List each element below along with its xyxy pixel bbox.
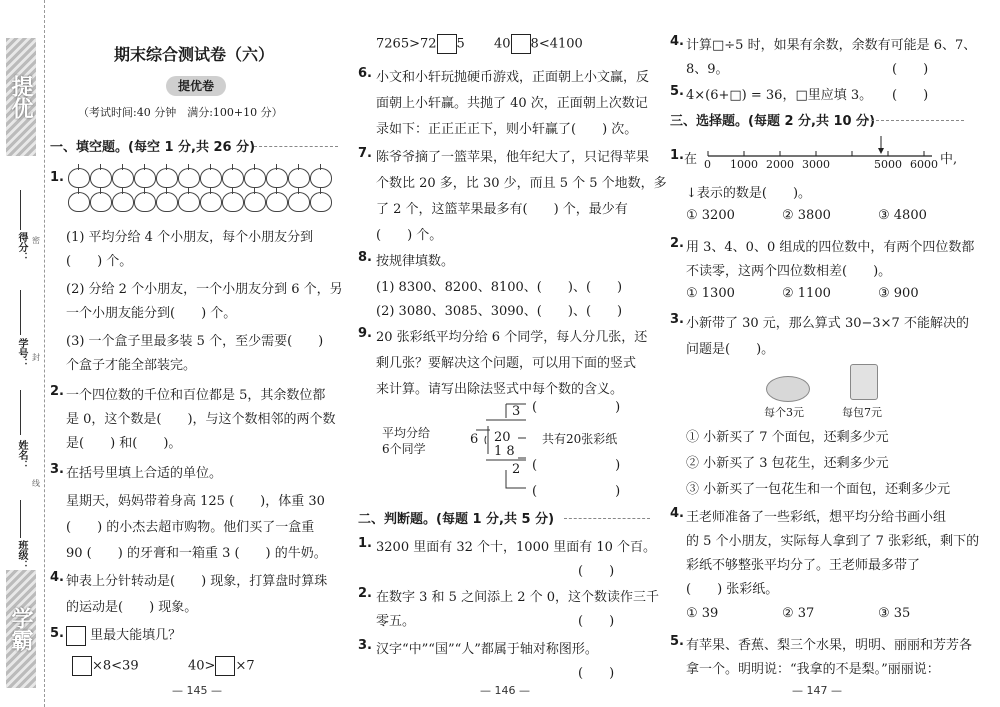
apple-icon [134, 168, 156, 188]
bread-icon [766, 376, 810, 402]
j4-answer[interactable]: ( ) [892, 62, 929, 77]
q6-line3: 录如下：正正正正下，则小轩赢了( ) 次。 [376, 122, 638, 137]
q3-line2: 星期天，妈妈带着身高 125 ( )，体重 30 [66, 494, 325, 509]
div-note: 共有20张彩纸 [542, 432, 618, 446]
apple-icon [266, 192, 288, 212]
tick-label: 5000 [874, 158, 902, 171]
q4-line1: 钟表上分针转动是( ) 现象，打算盘时算珠 [66, 574, 328, 589]
answer-box[interactable] [66, 626, 86, 646]
apple-icon [156, 168, 178, 188]
j1-number: 1. [358, 536, 372, 551]
q5-item-c [376, 34, 465, 54]
q5-item-b [188, 656, 255, 676]
page-number: — 146 — [480, 684, 530, 697]
tick-label: 3000 [802, 158, 830, 171]
apple-group [68, 168, 338, 214]
answer-box[interactable] [437, 34, 457, 54]
apple-icon [90, 192, 112, 212]
q2-line1: 一个四位数的千位和百位都是 5，其余数位都 [66, 388, 326, 403]
q3-line4: 90 ( ) 的牙膏和一箱重 3 ( ) 的牛奶。 [66, 546, 327, 561]
c2-option-2[interactable]: ② 1100 [782, 286, 831, 301]
tick-label: 6000 [910, 158, 938, 171]
q8-line1: 按规律填数。 [376, 254, 455, 269]
c2-option-3[interactable]: ③ 900 [878, 286, 919, 301]
apple-icon [112, 192, 134, 212]
c5-number: 5. [670, 634, 684, 649]
c1-option-2[interactable]: ② 3800 [782, 208, 831, 223]
q6-number: 6. [358, 66, 372, 81]
q4-number: 4. [50, 570, 64, 585]
student-id-line [20, 290, 21, 335]
apple-icon [112, 168, 134, 188]
answer-box[interactable] [72, 656, 92, 676]
div-dividend: 20 [494, 430, 511, 445]
q5-expr-g: 8<4100 [530, 36, 583, 52]
c2-number: 2. [670, 236, 684, 251]
j1-text: 3200 里面有 32 个十，1000 里面有 10 个百。 [376, 540, 657, 555]
answer-box[interactable] [511, 34, 531, 54]
q5-number: 5. [50, 626, 64, 641]
q3-number: 3. [50, 462, 64, 477]
div-blank-remainder[interactable]: ( ) [532, 484, 621, 499]
j4-number: 4. [670, 34, 684, 49]
q9-line3: 来计算。请写出除法竖式中每个数的含义。 [376, 382, 624, 397]
page-145 [48, 0, 343, 707]
apple-icon [244, 192, 266, 212]
div-product: 1 8 [494, 444, 515, 459]
apple-icon [222, 168, 244, 188]
page-number: — 147 — [792, 684, 842, 697]
c4-line3: 彩纸不够整张平均分了。王老师最多带了 [686, 558, 921, 573]
long-division-diagram [376, 396, 646, 499]
section-choice: 三、选择题。(每题 2 分,共 10 分) [670, 114, 876, 129]
q5-expr-f: 40 [494, 36, 511, 52]
apple-icon [200, 192, 222, 212]
j5-text: 4×(6+□) = 36，□里应填 3。 [686, 88, 873, 103]
q7-line2: 个数比 20 多，比 30 少，而且 5 个 5 个地数，多 [376, 176, 667, 191]
c5-line2: 拿一个。明明说：“我拿的不是梨。”丽丽说： [686, 662, 940, 677]
q8-number: 8. [358, 250, 372, 265]
label-name: 姓名： [16, 440, 27, 470]
j4-line2: 8、9。 [686, 62, 729, 77]
q7-line1: 陈爷爷摘了一篮苹果，他年纪大了，只记得苹果 [376, 150, 650, 165]
c4-option-1[interactable]: ① 39 [686, 606, 719, 621]
q3-line3: ( ) 的小杰去超市购物。他们买了一盒重 [66, 520, 315, 535]
section-true-false: 二、判断题。(每题 1 分,共 5 分) [358, 512, 555, 527]
exam-title: 期末综合测试卷（六） [114, 45, 275, 64]
apple-icon [266, 168, 288, 188]
q7-line3: 了 2 个，这篮苹果最多有( ) 个，最少有 [376, 202, 628, 217]
q1-part1-line2: ( ) 个。 [66, 254, 133, 269]
c3-option-3[interactable]: ③ 小新买了一包花生和一个面包，还剩多少元 [686, 482, 951, 497]
brand-logo-bottom: 学霸 [6, 570, 36, 688]
brand-logo-top: 提优 [6, 38, 36, 156]
name-line [20, 390, 21, 435]
difficulty-badge: 提优卷 [166, 76, 226, 96]
div-divisor: 6 [470, 432, 479, 447]
q5-expr-e: 5 [456, 36, 465, 52]
score-line [20, 190, 21, 230]
j4-line1: 计算□÷5 时，如果有余数，余数有可能是 6、7、 [686, 38, 977, 53]
section-divider [254, 146, 338, 147]
q1-number: 1. [50, 170, 64, 185]
seal-xian: 线 [32, 479, 40, 488]
tick-label: 0 [704, 158, 711, 171]
apple-icon [156, 192, 178, 212]
j5-number: 5. [670, 84, 684, 99]
q5-line1 [66, 624, 181, 646]
c4-option-3[interactable]: ③ 35 [878, 606, 911, 621]
apple-icon [310, 168, 332, 188]
div-remainder: 2 [512, 462, 521, 477]
q1-part1-line1: (1) 平均分给 4 个小朋友，每个小朋友分到 [66, 230, 314, 245]
j2-line2: 零五。 [376, 614, 416, 629]
number-line [704, 134, 936, 174]
q3-line1: 在括号里填上合适的单位。 [66, 466, 223, 481]
seal-mi: 密 [32, 236, 40, 245]
q5-expr-b: 40> [188, 658, 216, 674]
c1-zhong: 中, [940, 152, 958, 167]
q5-item-d [494, 34, 583, 54]
page-146 [356, 0, 667, 707]
c4-line1: 王老师准备了一些彩纸，想平均分给书画小组 [686, 510, 947, 525]
c4-option-2[interactable]: ② 37 [782, 606, 815, 621]
c2-option-1[interactable]: ① 1300 [686, 286, 735, 301]
q7-line4: ( ) 个。 [376, 228, 443, 243]
c4-line2: 的 5 个小朋友，实际每人拿到了 7 张彩纸，剩下的 [686, 534, 980, 549]
q9-line2: 剩几张？要解决这个问题，可以用下面的竖式 [376, 356, 637, 371]
apple-icon [288, 168, 310, 188]
c5-line1: 有苹果、香蕉、梨三个水果，明明、丽丽和芳芳各 [686, 638, 973, 653]
div-blank-product[interactable]: ( ) [532, 458, 621, 473]
page-147 [668, 0, 980, 707]
q1-part3-line1: (3) 一个盒子里最多装 5 个，至少需要( ) [66, 334, 324, 349]
q5-item-a [72, 656, 139, 676]
seal-feng: 封 [32, 353, 40, 362]
tick-label: 1000 [730, 158, 758, 171]
div-label-1: 平均分给 [382, 426, 431, 440]
div-blank-quotient[interactable]: ( ) [532, 400, 621, 415]
apple-icon [134, 192, 156, 212]
q6-line1: 小文和小轩玩抛硬币游戏，正面朝上小文赢，反 [376, 70, 650, 85]
answer-box[interactable] [215, 656, 235, 676]
apple-icon [310, 192, 332, 212]
page-number: — 145 — [172, 684, 222, 697]
class-line [20, 500, 21, 538]
j5-answer[interactable]: ( ) [892, 88, 929, 103]
j3-number: 3. [358, 638, 372, 653]
q8-line3: (2) 3080、3085、3090、( )、( ) [376, 304, 623, 319]
section-divider [564, 518, 650, 519]
q7-number: 7. [358, 146, 372, 161]
q1-part2-line2: 一个小朋友能分到( ) 个。 [66, 306, 237, 321]
q6-line2: 面朝上小轩赢。共抛了 40 次，正面朝上次数记 [376, 96, 648, 111]
c1-option-1[interactable]: ① 3200 [686, 208, 735, 223]
q5-prompt: 里最大能填几？ [90, 628, 182, 643]
section-divider [856, 120, 964, 121]
div-label-2: 6个同学 [382, 442, 426, 456]
apple-icon [68, 192, 90, 212]
c3-number: 3. [670, 312, 684, 327]
c3-line1: 小新带了 30 元，那么算式 30−3×7 不能解决的 [686, 316, 969, 331]
q9-number: 9. [358, 326, 372, 341]
q5-expr-d: 7265>72 [376, 36, 437, 52]
section-fill-blank: 一、填空题。(每空 1 分,共 26 分) [50, 140, 256, 155]
peanut-bag-icon [850, 364, 878, 400]
j1-answer[interactable]: ( ) [578, 564, 615, 579]
div-quotient: 3 [512, 404, 521, 419]
q2-line3: 是( ) 和( )。 [66, 436, 182, 451]
q5-expr-a: ×8<39 [92, 658, 139, 674]
c3-option-2[interactable]: ② 小新买了 3 包花生，还剩多少元 [686, 456, 889, 471]
tick-label: 2000 [766, 158, 794, 171]
q5-expr-c: ×7 [235, 658, 255, 674]
apple-icon [178, 168, 200, 188]
q1-part3-line2: 个盒子才能全部装完。 [66, 358, 197, 373]
j3-text: 汉字“中”“国”“人”都属于轴对称图形。 [376, 642, 598, 657]
c3-option-1[interactable]: ① 小新买了 7 个面包，还剩多少元 [686, 430, 889, 445]
q4-line2: 的运动是( ) 现象。 [66, 600, 198, 615]
q2-line2: 是 0，这个数是( )，与这个数相邻的两个数 [66, 412, 336, 427]
apple-icon [288, 192, 310, 212]
q1-part2-line1: (2) 分给 2 个小朋友，一个小朋友分到 6 个，另 [66, 282, 343, 297]
q8-line2: (1) 8300、8200、8100、( )、( ) [376, 280, 623, 295]
c1-zai: 在 [684, 152, 698, 167]
c1-number: 1. [670, 148, 684, 163]
peanut-price: 每包7元 [842, 406, 882, 419]
j2-answer[interactable]: ( ) [578, 614, 615, 629]
c1-option-3[interactable]: ③ 4800 [878, 208, 927, 223]
label-student-id: 学号： [16, 338, 27, 368]
j3-answer[interactable]: ( ) [578, 666, 615, 681]
label-class: 班级： [16, 540, 27, 570]
q9-line1: 20 张彩纸平均分给 6 个同学，每人分几张，还 [376, 330, 648, 345]
c1-line2: ↓表示的数是( )。 [686, 186, 812, 201]
binding-strip [0, 0, 45, 707]
bread-price: 每个3元 [764, 406, 804, 419]
apple-icon [222, 192, 244, 212]
apple-icon [178, 192, 200, 212]
c4-line4: ( ) 张彩纸。 [686, 582, 779, 597]
j2-number: 2. [358, 586, 372, 601]
c3-line2: 问题是( )。 [686, 342, 775, 357]
apple-icon [90, 168, 112, 188]
apple-icon [200, 168, 222, 188]
apple-icon [68, 168, 90, 188]
c2-line1: 用 3、4、0、0 组成的四位数中，有两个四位数都 [686, 240, 975, 255]
j2-line1: 在数字 3 和 5 之间添上 2 个 0，这个数读作三千 [376, 590, 660, 605]
apple-icon [244, 168, 266, 188]
c4-number: 4. [670, 506, 684, 521]
c2-line2: 不读零，这两个四位数相差( )。 [686, 264, 892, 279]
q2-number: 2. [50, 384, 64, 399]
label-score: 得分： [16, 232, 27, 262]
exam-info: （考试时间:40 分钟 满分:100+10 分） [78, 106, 283, 119]
